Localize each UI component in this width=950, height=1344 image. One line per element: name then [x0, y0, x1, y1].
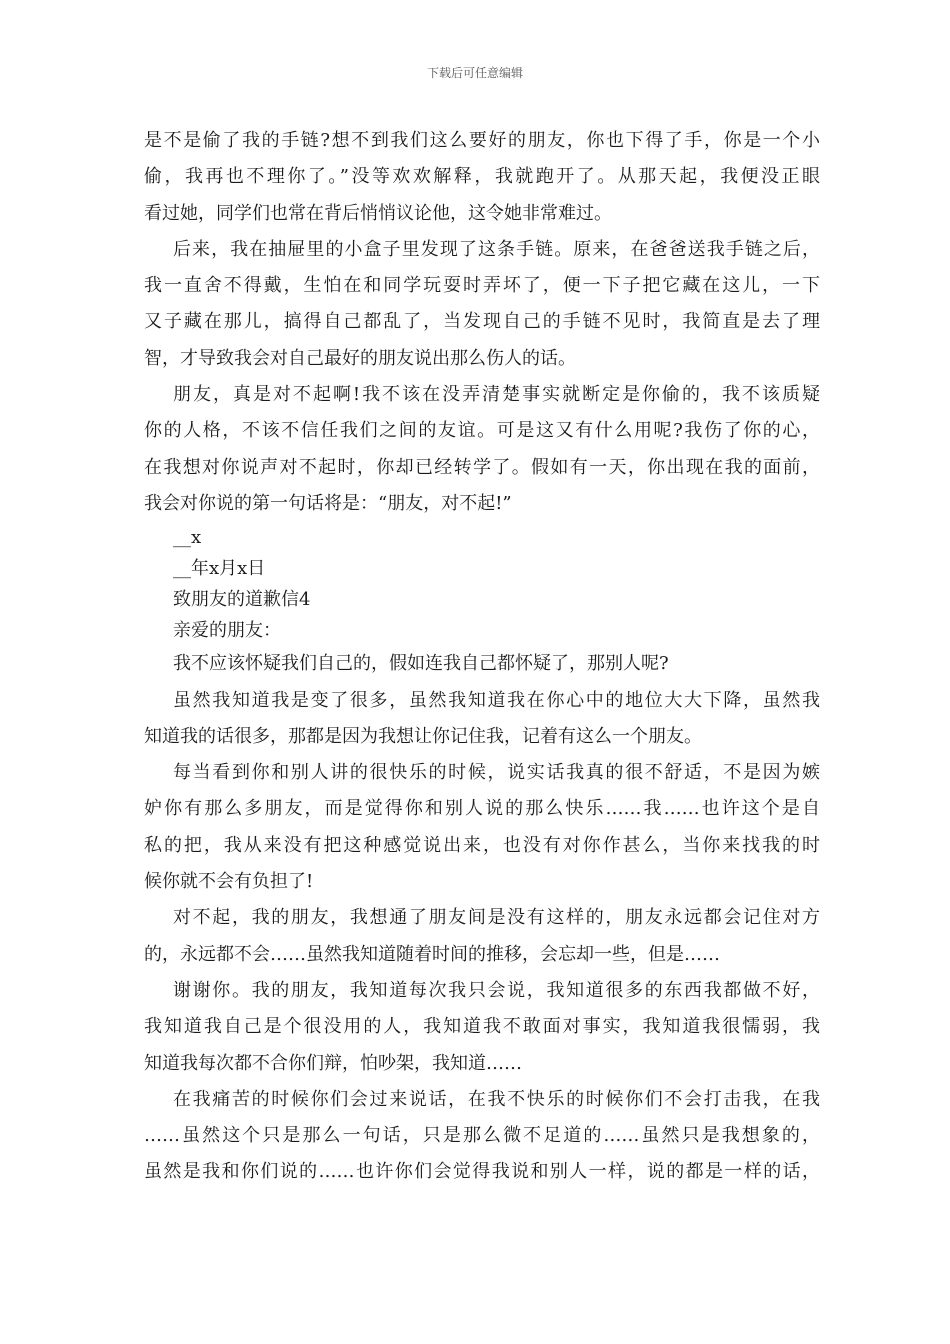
text-line: 妒你有那么多朋友，而是觉得你和别人说的那么快乐……我……也许这个是自	[144, 798, 820, 820]
text-line: 私的把，我从来没有把这种感觉说出来，也没有对你作甚么，当你来找我的时	[144, 834, 820, 856]
paragraph-start: 谢谢你。我的朋友，我知道每次我只会说，我知道很多的东西我都做不好，	[173, 979, 820, 1001]
text-line: 我会对你说的第一句话将是：“朋友，对不起!”	[144, 492, 512, 514]
text-line: 候你就不会有负担了!	[144, 871, 314, 893]
paragraph-start: 每当看到你和别人讲的很快乐的时候，说实话我真的很不舒适，不是因为嫉	[173, 762, 820, 784]
letter-title: 致朋友的道歉信4	[173, 589, 311, 611]
text-line: 虽然是我和你们说的……也许你们会觉得我说和别人一样，说的都是一样的话，	[144, 1161, 820, 1183]
paragraph-start: 朋友，真是对不起啊!我不该在没弄清楚事实就断定是你偷的，我不该质疑	[173, 384, 820, 406]
text-line: 看过她，同学们也常在背后悄悄议论他，这令她非常难过。	[144, 202, 612, 224]
text-line: 的，永远都不会……虽然我知道随着时间的推移，会忘却一些，但是……	[144, 943, 720, 965]
paragraph-start: 我不应该怀疑我们自己的，假如连我自己都怀疑了，那别人呢?	[173, 653, 669, 675]
text-line: 我知道我自己是个很没用的人，我知道我不敢面对事实，我知道我很懦弱，我	[144, 1016, 820, 1038]
text-line: 在我想对你说声对不起时，你却已经转学了。假如有一天，你出现在我的面前，	[144, 456, 820, 478]
text-line: 我一直舍不得戴，生怕在和同学玩耍时弄坏了，便一下子把它藏在这儿，一下	[144, 275, 820, 297]
text-line: 你的人格，不该不信任我们之间的友谊。可是这又有什么用呢?我伤了你的心，	[144, 420, 820, 442]
paragraph-start: 对不起，我的朋友，我想通了朋友间是没有这样的，朋友永远都会记住对方	[173, 907, 820, 929]
text-line: 知道我每次都不合你们辩，怕吵架，我知道……	[144, 1052, 522, 1074]
paragraph-start: 后来，我在抽屉里的小盒子里发现了这条手链。原来，在爸爸送我手链之后，	[173, 238, 820, 260]
text-line: 智，才导致我会对自己最好的朋友说出那么伤人的话。	[144, 347, 576, 369]
text-line: 知道我的话很多，那都是因为我想让你记住我，记着有这么一个朋友。	[144, 725, 702, 747]
paragraph-start: 虽然我知道我是变了很多，虽然我知道我在你心中的地位大大下降，虽然我	[173, 689, 820, 711]
text-line: 偷，我再也不理你了。”没等欢欢解释，我就跑开了。从那天起，我便没正眼	[144, 166, 820, 188]
text-line: 是不是偷了我的手链?想不到我们这么要好的朋友，你也下得了手，你是一个小	[144, 130, 820, 151]
letter-body	[144, 123, 820, 1191]
text-line: 又子藏在那儿，搞得自己都乱了，当发现自己的手链不见时，我简直是去了理	[144, 311, 820, 333]
paragraph-start: 在我痛苦的时候你们会过来说话，在我不快乐的时候你们不会打击我，在我	[173, 1088, 820, 1110]
signature-name: __x	[173, 527, 202, 549]
page-header: 下载后可任意编辑	[426, 66, 523, 80]
text-line: ……虽然这个只是那么一句话，只是那么微不足道的……虽然只是我想象的，	[144, 1125, 820, 1147]
signature-date: __年x月x日	[173, 558, 266, 580]
salutation: 亲爱的朋友：	[173, 620, 281, 642]
